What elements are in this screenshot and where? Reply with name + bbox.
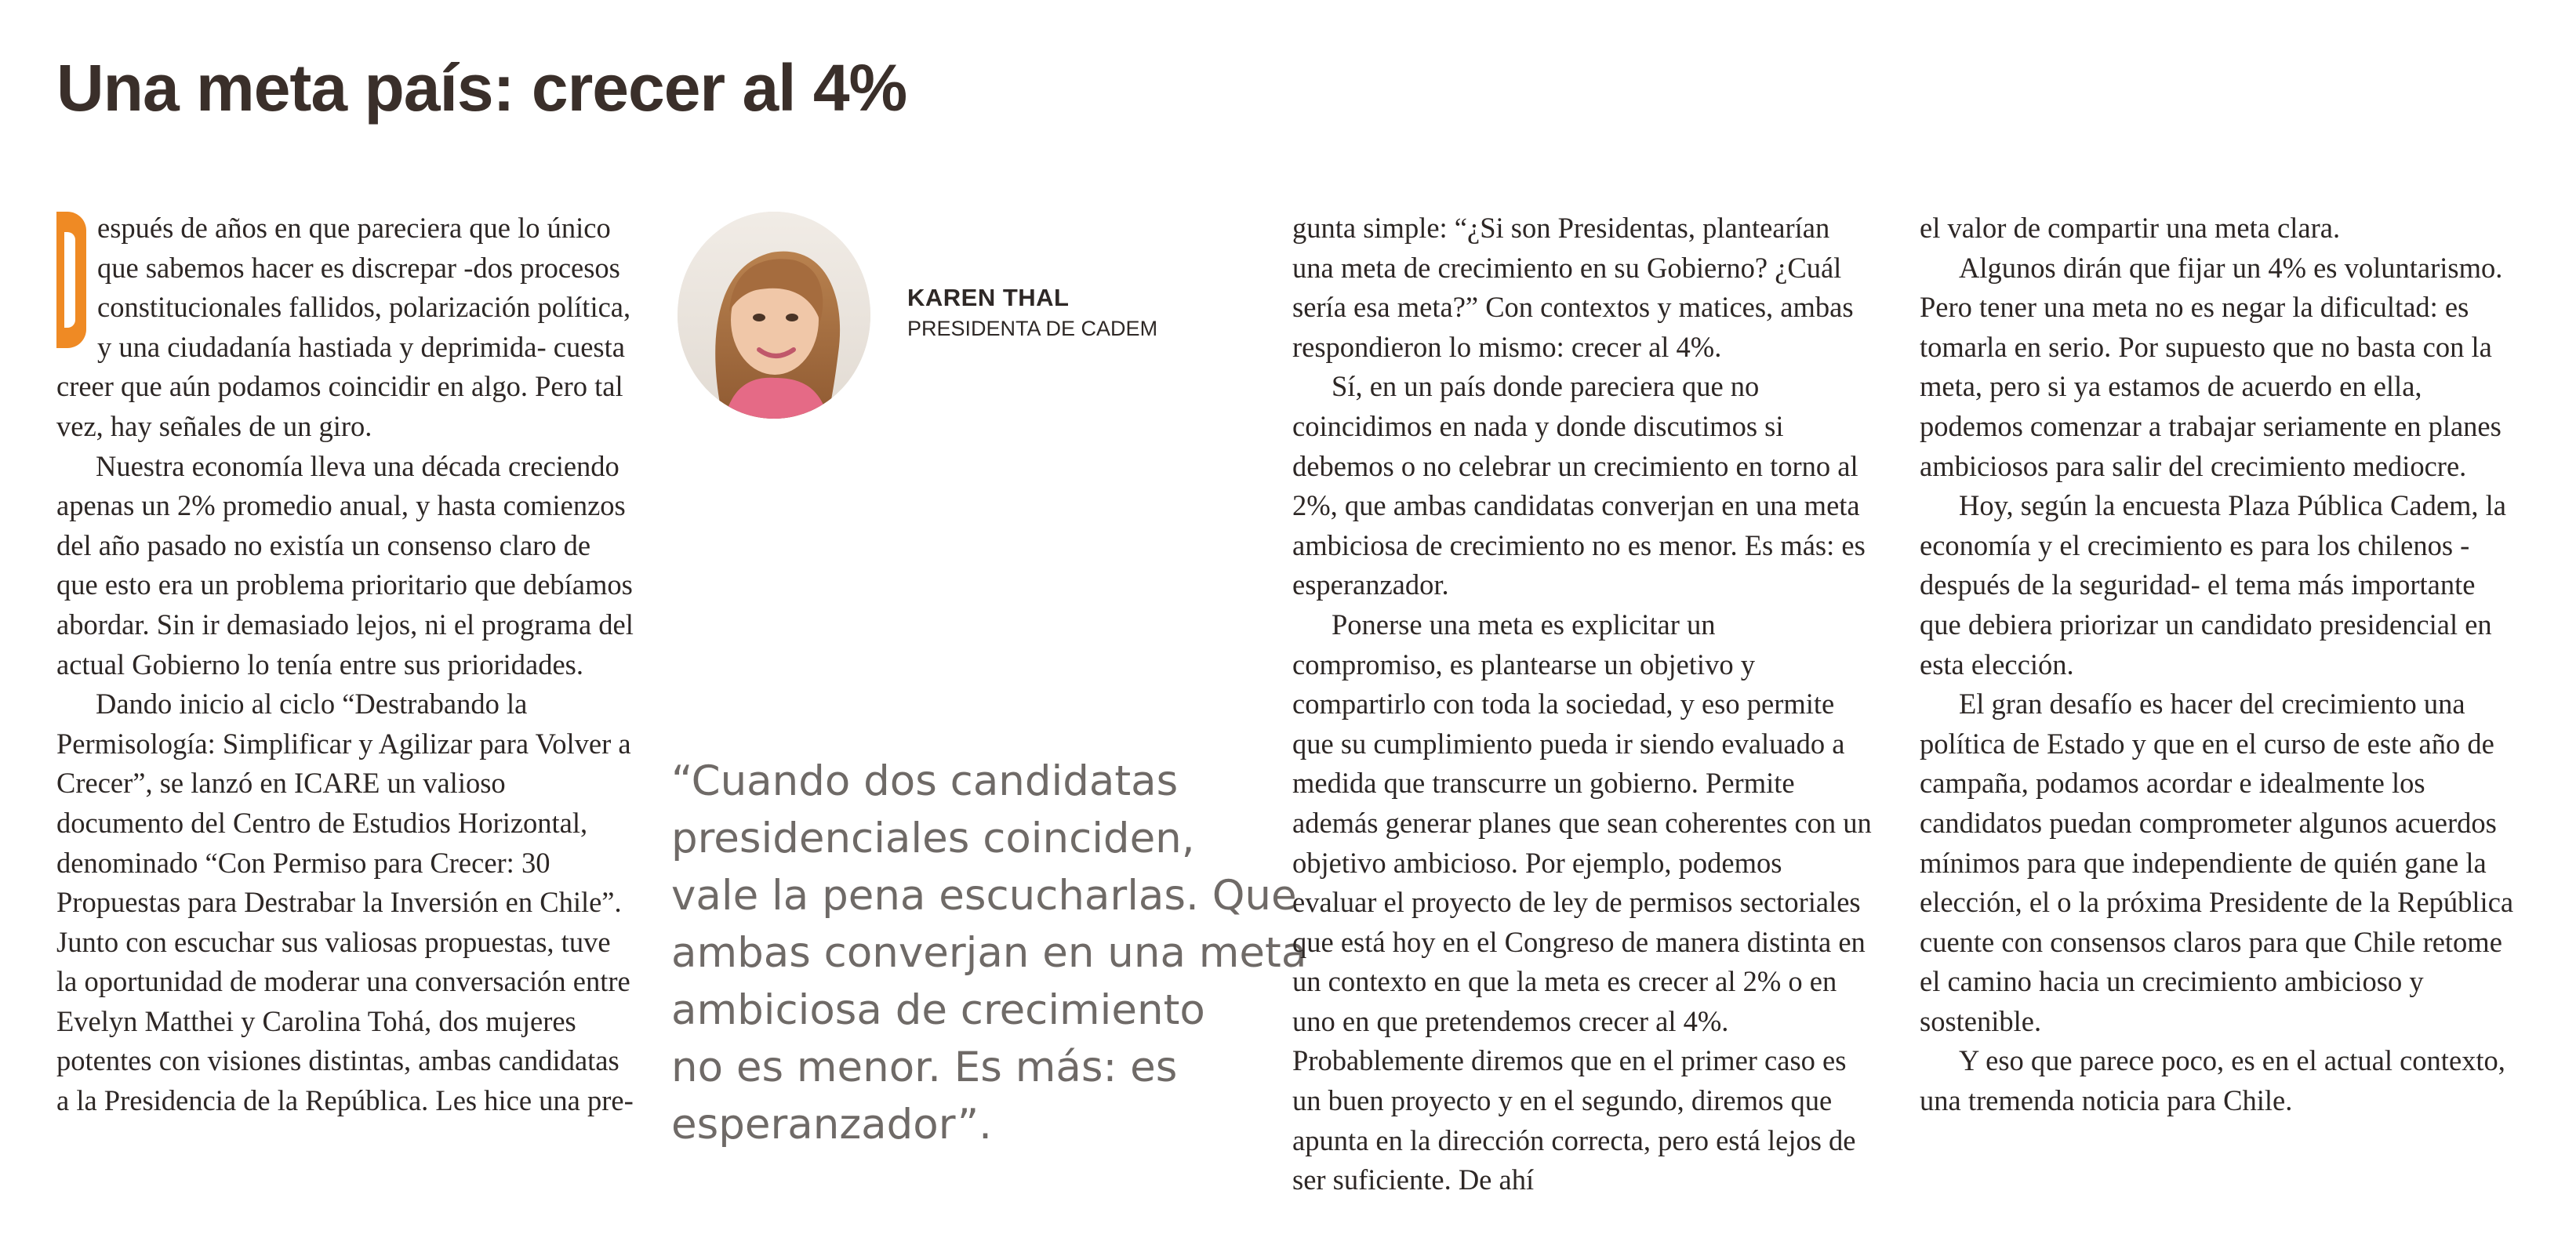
author-photo-illustration [678, 212, 870, 419]
headline: Una meta país: crecer al 4% [56, 51, 907, 125]
paragraph: Algunos dirán que fijar un 4% es voluntarismo. Pero tener una meta no es negar la dificultad: es tomarla en serio. Por supuesto que no basta con la meta, pero si ya estamos de acuerdo en ella, podemos comenzar a trabajar seriamente en planes ambiciosos para salir del crecimiento mediocre. [1920, 251, 2503, 482]
pull-quote-line: presidenciales coinciden, [671, 815, 1195, 862]
article-column-1 [56, 209, 635, 1121]
paragraph: Hoy, según la encuesta Plaza Pública Cadem, la economía y el crecimiento es para los chilenos -después de la seguridad- el tema más importante que debiera priorizar un candidato presidencial en esta elección. [1920, 489, 2507, 681]
article-column-3 [1292, 209, 1873, 1200]
paragraph: Sí, en un país donde pareciera que no coincidimos en nada y donde discutimos si debemos o no celebrar un crecimiento en torno al 2%, que ambas candidatas converjan en una meta ambiciosa de crecimiento no es menor. Es más: es esperanzador. [1292, 370, 1866, 601]
paragraph: Ponerse una meta es explicitar un compromiso, es plantearse un objetivo y compartirlo con toda la sociedad, y eso permite que su cumplimiento pueda ir siendo evaluado a medida que transcurre un gobierno. Permite además generar planes que sean coherentes con un objetivo ambicioso. Por ejemplo, podemos evaluar el proyecto de ley de permisos sectoriales que está hoy en el Congreso de manera distinta en un contexto en que la meta es crecer al 2% o en uno en que pretendemos crecer al 4%. Probablemente diremos que en el primer caso es un buen proyecto y en el segundo, diremos que apunta en la dirección correcta, pero está lejos de ser suficiente. De ahí [1292, 608, 1872, 1196]
pull-quote-line: vale la pena escucharlas. Que [671, 872, 1297, 920]
pull-quote-line: no es menor. Es más: es [671, 1044, 1178, 1091]
pull-quote [671, 753, 1307, 1153]
article-column-4 [1920, 209, 2516, 1121]
author-name: KAREN THAL [907, 284, 1070, 311]
paragraph-continuation: gunta simple: “¿Si son Presidentas, plantearían una meta de crecimiento en su Gobierno? ¿Cuál sería esa meta?” Con contextos y matices, ambas respondieron lo mismo: crecer al 4%. [1292, 212, 1854, 363]
paragraph-continuation: el valor de compartir una meta clara. [1920, 212, 2341, 244]
author-role: PRESIDENTA DE CADEM [907, 317, 1158, 340]
paragraph: Nuestra economía lleva una década creciendo apenas un 2% promedio anual, y hasta comienzos del año pasado no existía un consenso claro de que esto era un problema prioritario que debíamos abordar. Sin ir demasiado lejos, ni el programa del actual Gobierno lo tenía entre sus prioridades. [56, 449, 634, 681]
pull-quote-line: esperanzador”. [671, 1101, 993, 1149]
pull-quote-line: “Cuando dos candidatas [671, 757, 1179, 805]
author-byline [907, 282, 1157, 343]
paragraph: Y eso que parece poco, es en el actual contexto, una tremenda noticia para Chile. [1920, 1044, 2505, 1117]
first-paragraph [56, 209, 635, 447]
pull-quote-line: ambiciosa de crecimiento [671, 986, 1205, 1034]
first-paragraph-text: espués de años en que pareciera que lo único que sabemos hacer es discrepar -dos procesos constitucionales fallidos, polarización política, y una ciudadanía hastiada y deprimida- cuesta creer que aún podamos coincidir en algo. Pero tal vez, hay señales de un giro. [56, 212, 631, 442]
paragraph: Dando inicio al ciclo “Destrabando la Permisología: Simplificar y Agilizar para Volver a Crecer”, se lanzó en ICARE un valioso documento del Centro de Estudios Horizontal, denominado “Con Permiso para Crecer: 30 Propuestas para Destrabar la Inversión en Chile”. Junto con escuchar sus valiosas propuestas, tuve la oportunidad de moderar una conversación entre Evelyn Matthei y Carolina Tohá, dos mujeres potentes con visiones distintas, ambas candidatas a la Presidencia de la República. Les hice una pre- [56, 688, 634, 1117]
pull-quote-line: ambas converjan en una meta [671, 929, 1307, 977]
author-portrait [678, 212, 870, 419]
drop-cap [56, 212, 85, 348]
paragraph: El gran desafío es hacer del crecimiento una política de Estado y que en el curso de este año de campaña, podamos acordar e idealmente los candidatos puedan comprometer algunos acuerdos mínimos para que independiente de quién gane la elección, el o la próxima Presidente de la República cuente con consensos claros para que Chile retome el camino hacia un crecimiento ambicioso y sostenible. [1920, 688, 2514, 1037]
